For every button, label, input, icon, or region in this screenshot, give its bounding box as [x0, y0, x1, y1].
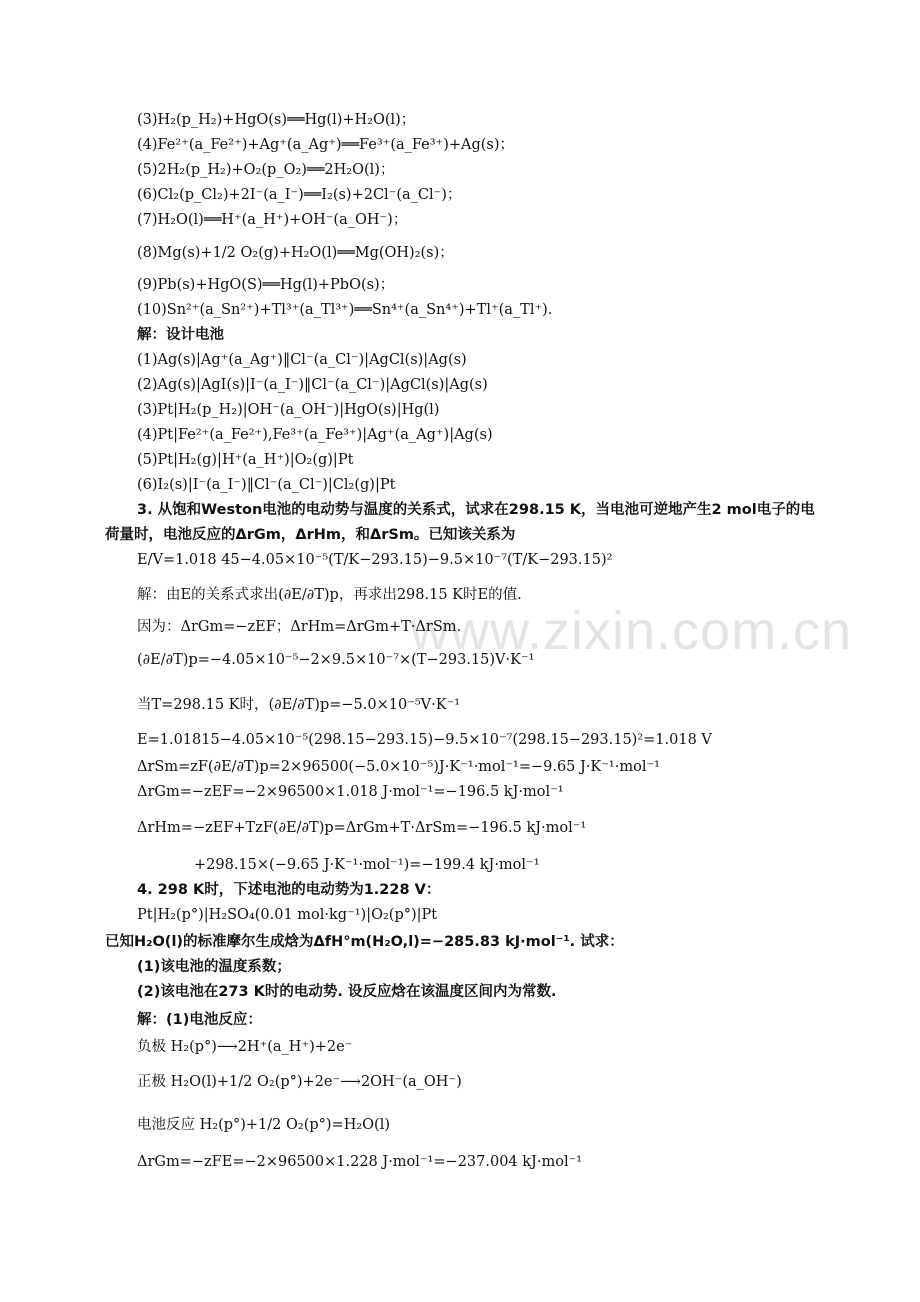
problem-3-line-2: 荷量时，电池反应的ΔrGm，ΔrHm，和ΔrSm。已知该关系为 — [105, 527, 516, 543]
derivative-value: 当T=298.15 K时，(∂E/∂T)p=−5.0×10⁻⁵V·K⁻¹ — [137, 697, 461, 713]
solution-heading: 解：设计电池 — [137, 327, 224, 343]
positive-electrode: 正极 H₂O(l)+1/2 O₂(p°)+2e⁻⟶2OH⁻(a_OH⁻) — [137, 1074, 462, 1090]
solution-4-heading: 解：(1)电池反应： — [137, 1012, 262, 1028]
gibbs-energy-4: ΔrGm=−zFE=−2×96500×1.228 J·mol⁻¹=−237.004 kJ·mol⁻¹ — [137, 1154, 583, 1170]
entropy-value: ΔrSm=zF(∂E/∂T)p=2×96500(−5.0×10⁻⁵)J·K⁻¹·mol⁻¹=−9.65 J·K⁻¹·mol⁻¹ — [137, 759, 660, 775]
problem-4-q2: (2)该电池在273 K时的电动势. 设反应焓在该温度区间内为常数. — [137, 984, 557, 1000]
reaction-9: (9)Pb(s)+HgO(S)══Hg(l)+PbO(s)； — [137, 277, 395, 293]
problem-4-q1: (1)该电池的温度系数； — [137, 959, 291, 975]
cell-3: (3)Pt|H₂(p_H₂)|OH⁻(a_OH⁻)|HgO(s)|Hg(l) — [137, 402, 440, 418]
cell-5: (5)Pt|H₂(g)|H⁺(a_H⁺)|O₂(g)|Pt — [137, 452, 354, 468]
weston-equation: E/V=1.018 45−4.05×10⁻⁵(T/K−293.15)−9.5×10⁻⁷(T/K−293.15)² — [137, 552, 613, 568]
because-line: 因为：ΔrGm=−zEF；ΔrHm=ΔrGm+T·ΔrSm. — [137, 619, 462, 635]
enthalpy-line-2: +298.15×(−9.65 J·K⁻¹·mol⁻¹)=−199.4 kJ·mol⁻¹ — [194, 857, 540, 873]
problem-4-cell: Pt|H₂(p°)|H₂SO₄(0.01 mol·kg⁻¹)|O₂(p°)|Pt — [137, 907, 438, 923]
emf-value: E=1.01815−4.05×10⁻⁵(298.15−293.15)−9.5×10⁻⁷(298.15−293.15)²=1.018 V — [137, 732, 712, 748]
watermark: www.zixin.com.cn — [410, 601, 853, 661]
solution-3-intro: 解：由E的关系式求出(∂E/∂T)p，再求出298.15 K时E的值. — [137, 587, 522, 603]
problem-4-heading: 4. 298 K时，下述电池的电动势为1.228 V： — [137, 882, 441, 898]
reaction-8: (8)Mg(s)+1/2 O₂(g)+H₂O(l)══Mg(OH)₂(s)； — [137, 245, 454, 261]
cell-reaction: 电池反应 H₂(p°)+1/2 O₂(p°)=H₂O(l) — [137, 1117, 390, 1133]
cell-6: (6)I₂(s)|I⁻(a_I⁻)‖Cl⁻(a_Cl⁻)|Cl₂(g)|Pt — [137, 477, 396, 493]
cell-4: (4)Pt|Fe²⁺(a_Fe²⁺),Fe³⁺(a_Fe³⁺)|Ag⁺(a_Ag⁺)|Ag(s) — [137, 427, 493, 443]
reaction-5: (5)2H₂(p_H₂)+O₂(p_O₂)══2H₂O(l)； — [137, 162, 395, 178]
cell-2: (2)Ag(s)|AgI(s)|I⁻(a_I⁻)‖Cl⁻(a_Cl⁻)|AgCl(s)|Ag(s) — [137, 377, 488, 393]
problem-3-line-1: 3. 从饱和Weston电池的电动势与温度的关系式，试求在298.15 K，当电池可逆地产生2 mol电子的电 — [137, 502, 815, 518]
reaction-10: (10)Sn²⁺(a_Sn²⁺)+Tl³⁺(a_Tl³⁺)══Sn⁴⁺(a_Sn⁴⁺)+Tl⁺(a_Tl⁺). — [137, 302, 553, 318]
derivative-expression: (∂E/∂T)p=−4.05×10⁻⁵−2×9.5×10⁻⁷×(T−293.15)V·K⁻¹ — [137, 652, 535, 668]
gibbs-value: ΔrGm=−zEF=−2×96500×1.018 J·mol⁻¹=−196.5 kJ·mol⁻¹ — [137, 784, 564, 800]
reaction-3: (3)H₂(p_H₂)+HgO(s)══Hg(l)+H₂O(l)； — [137, 112, 416, 128]
reaction-4: (4)Fe²⁺(a_Fe²⁺)+Ag⁺(a_Ag⁺)══Fe³⁺(a_Fe³⁺)+Ag(s)； — [137, 137, 515, 153]
problem-4-known: 已知H₂O(l)的标准摩尔生成焓为ΔfH°m(H₂O,l)=−285.83 kJ·mol⁻¹. 试求： — [105, 934, 624, 950]
cell-1: (1)Ag(s)|Ag⁺(a_Ag⁺)‖Cl⁻(a_Cl⁻)|AgCl(s)|Ag(s) — [137, 352, 467, 368]
negative-electrode: 负极 H₂(p°)⟶2H⁺(a_H⁺)+2e⁻ — [137, 1039, 353, 1055]
reaction-7: (7)H₂O(l)══H⁺(a_H⁺)+OH⁻(a_OH⁻)； — [137, 212, 408, 228]
reaction-6: (6)Cl₂(p_Cl₂)+2I⁻(a_I⁻)══I₂(s)+2Cl⁻(a_Cl⁻)； — [137, 187, 462, 203]
enthalpy-line-1: ΔrHm=−zEF+TzF(∂E/∂T)p=ΔrGm+T·ΔrSm=−196.5 kJ·mol⁻¹ — [137, 820, 587, 836]
